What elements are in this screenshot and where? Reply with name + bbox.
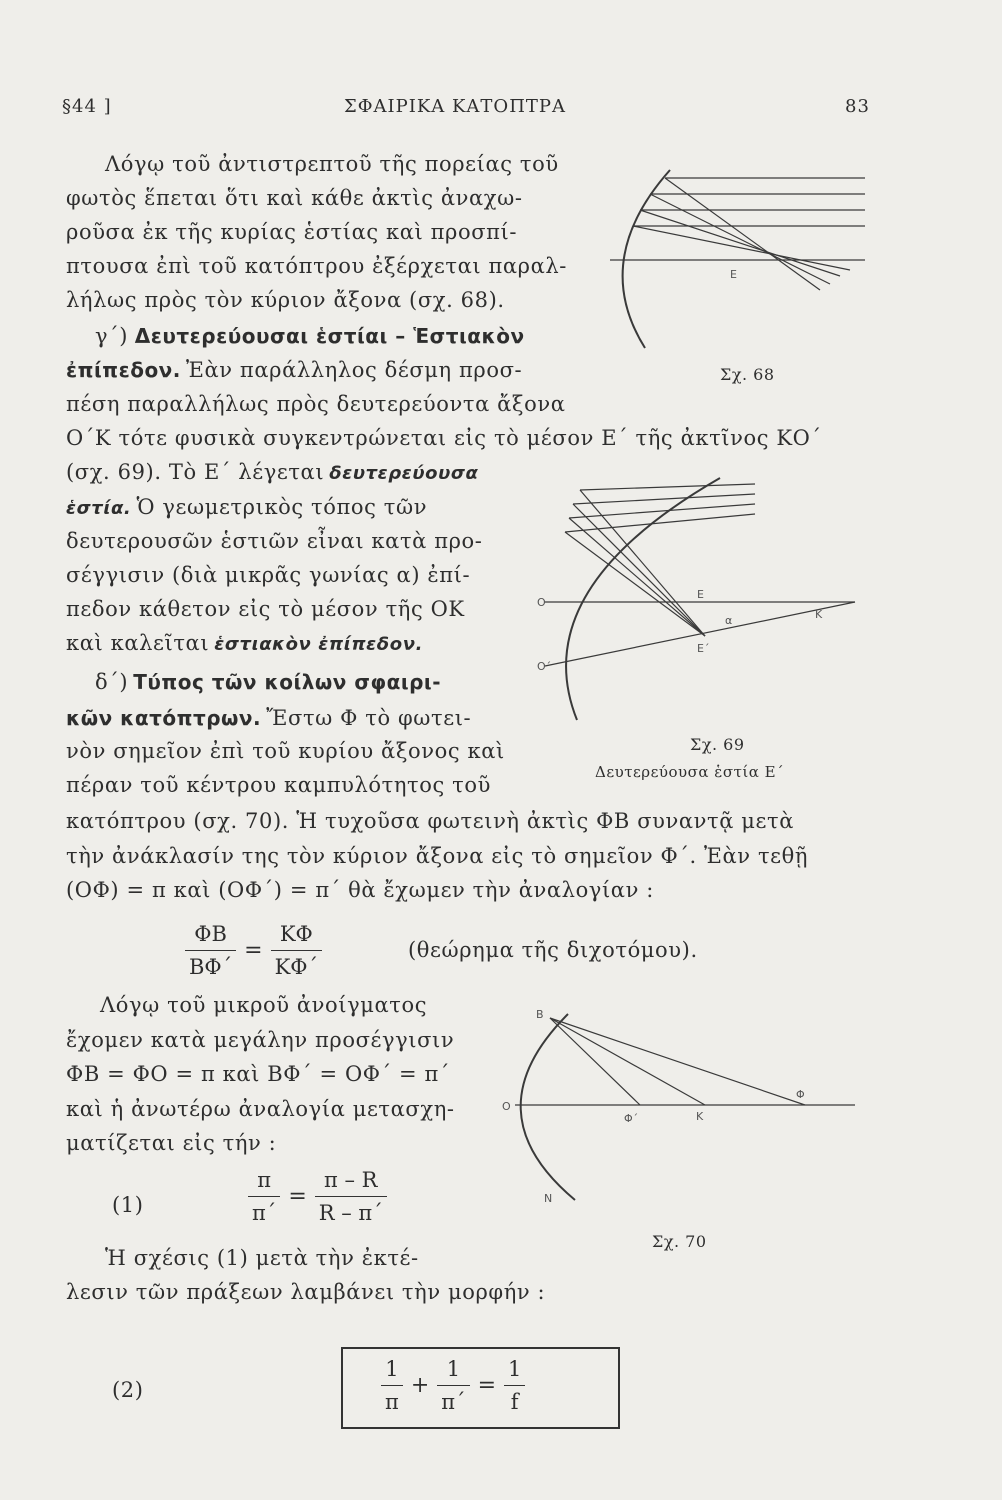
section-g-line: Ο΄Κ τότε φυσικὰ συγκεντρώνεται εἰς τὸ μέσον Ε΄ τῆς ἀκτῖνος ΚΟ΄ — [66, 426, 822, 450]
fig70-label-n: Ν — [544, 1192, 553, 1205]
fig69-label-alpha: α — [725, 614, 733, 627]
figure-69-diagram — [525, 470, 865, 730]
numerator: ΦΒ — [185, 922, 236, 951]
section-g-label: γ΄) — [95, 324, 129, 348]
page-number: 83 — [845, 96, 870, 117]
fig69-label-o-prime: Ο΄ — [537, 660, 552, 673]
section-g-text: καὶ καλεῖται — [66, 631, 210, 655]
numerator: π – R — [315, 1168, 387, 1197]
term-focal-plane: ἑστιακὸν ἐπίπεδον. — [214, 634, 424, 655]
approx-line: ΦΒ = ΦΟ = π καὶ ΒΦ΄ = ΟΦ΄ = π΄ — [66, 1062, 450, 1086]
reflected-ray — [573, 504, 705, 636]
section-g-text: Ὁ γεωμετρικὸς τόπος τῶν — [136, 495, 428, 519]
approx-line: ματίζεται εἰς τήν : — [66, 1131, 277, 1155]
fig69-label-o: Ο — [537, 596, 546, 609]
fig69-label-k: Κ — [815, 608, 823, 621]
parallel-ray — [580, 484, 755, 490]
reflected-ray — [650, 194, 830, 284]
section-d-label: δ΄) — [95, 670, 129, 694]
after-line: Ἡ σχέσις (1) μετὰ τὴν ἐκτέ- — [105, 1246, 419, 1270]
para1-line: πτουσα ἐπὶ τοῦ κατόπτρου ἐξέρχεται παραλ- — [66, 254, 568, 278]
fraction — [504, 1357, 525, 1414]
section-d-line: (ΟΦ) = π καὶ (ΟΦ΄) = π΄ θὰ ἔχωμεν τὴν ἀναλογίαν : — [66, 878, 654, 902]
figure-68-caption: Σχ. 68 — [720, 365, 775, 384]
secondary-axis — [545, 602, 855, 666]
plus-sign: + — [410, 1373, 430, 1398]
section-g-line: σέγγισιν (διὰ μικρᾶς γωνίας α) ἐπί- — [66, 563, 471, 587]
section-g-line — [66, 358, 522, 382]
para1-line: ροῦσα ἐκ τῆς κυρίας ἑστίας καὶ προσπί- — [66, 220, 518, 244]
denominator: R – π΄ — [318, 1201, 383, 1225]
equation-note: (θεώρημα τῆς διχοτόμου). — [408, 938, 698, 962]
figure-70-diagram — [500, 1000, 880, 1215]
section-d-heading-cont: κῶν κατόπτρων. — [66, 706, 262, 730]
section-g-line — [66, 633, 423, 655]
equation-1 — [248, 1168, 387, 1225]
figure-69-caption: Σχ. 69 — [690, 735, 745, 754]
equation-bisector — [185, 922, 322, 979]
fraction — [381, 1357, 403, 1414]
fig70-label-phi-prime: Φ΄ — [624, 1112, 639, 1125]
fraction — [248, 1168, 280, 1225]
numerator: 1 — [504, 1357, 525, 1386]
numerator: 1 — [437, 1357, 469, 1386]
section-d-line: τὴν ἀνάκλασίν της τὸν κύριον ἄξονα εἰς τὸ σημεῖον Φ΄. Ἐὰν τεθῇ — [66, 844, 809, 868]
boxed-mirror-formula — [341, 1347, 620, 1429]
section-g-line — [66, 462, 478, 484]
section-g-line: πεδον κάθετον εἰς τὸ μέσον τῆς ΟΚ — [66, 597, 465, 621]
fig70-label-o: Ο — [502, 1100, 511, 1113]
section-g-line: δευτερουσῶν ἑστιῶν εἶναι κατὰ προ- — [66, 529, 483, 553]
figure-68-diagram — [600, 160, 880, 360]
numerator: ΚΦ — [271, 922, 322, 951]
denominator: f — [510, 1390, 519, 1414]
section-d-line — [66, 706, 471, 730]
section-g-heading-cont: ἐπίπεδον. — [66, 358, 181, 382]
reflected-ray — [665, 178, 820, 290]
numerator: π — [248, 1168, 280, 1197]
fig70-label-k: Κ — [696, 1110, 704, 1123]
section-d-line: κατόπτρου (σχ. 70). Ἡ τυχοῦσα φωτεινὴ ἀκτὶς ΦΒ συναντᾷ μετὰ — [66, 809, 795, 833]
approx-line: Λόγῳ τοῦ μικροῦ ἀνοίγματος — [100, 993, 428, 1017]
term-secondary-focus: δευτερεύουσα — [329, 463, 479, 484]
equals-sign: = — [477, 1373, 496, 1398]
fraction — [185, 922, 236, 979]
mirror-arc — [521, 1014, 575, 1200]
incident-ray — [550, 1018, 805, 1105]
fig69-label-e: Ε — [697, 588, 704, 601]
section-d-line: νὸν σημεῖον ἐπὶ τοῦ κυρίου ἄξονος καὶ — [66, 739, 505, 763]
reflected-ray — [640, 210, 840, 276]
para1-line: λήλως πρὸς τὸν κύριον ἄξονα (σχ. 68). — [66, 288, 505, 312]
denominator: π΄ — [252, 1201, 277, 1225]
equation-label-1: (1) — [112, 1193, 144, 1217]
equation-2 — [381, 1357, 525, 1414]
denominator: ΒΦ΄ — [189, 955, 233, 979]
fraction — [271, 922, 322, 979]
fig69-label-e-prime: Ε΄ — [697, 642, 710, 655]
figure-70-caption: Σχ. 70 — [652, 1232, 707, 1251]
section-d-heading: Τύπος τῶν κοίλων σφαιρι- — [133, 670, 442, 694]
figure-69-subcaption: Δευτερεύουσα ἑστία Ε΄ — [595, 763, 785, 781]
term-secondary-focus-cont: ἑστία. — [66, 498, 132, 519]
fraction — [437, 1357, 469, 1414]
mirror-arc — [623, 170, 670, 348]
section-g-line: πέση παραλλήλως πρὸς δευτερεύοντα ἄξονα — [66, 392, 566, 416]
section-d-text: Ἔστω Φ τὸ φωτει- — [266, 706, 472, 730]
para1-line: φωτὸς ἕπεται ὅτι καὶ κάθε ἀκτὶς ἀναχω- — [66, 186, 523, 210]
section-marker: §44 ] — [62, 96, 112, 117]
section-g-text: Ἐὰν παράλληλος δέσμη προσ- — [186, 358, 523, 382]
fig70-label-phi: Φ — [796, 1088, 805, 1101]
section-g-line — [66, 497, 427, 519]
approx-line: καὶ ἡ ἀνωτέρω ἀναλογία μετασχη- — [66, 1097, 455, 1121]
fraction — [315, 1168, 387, 1225]
after-line: λεσιν τῶν πράξεων λαμβάνει τὴν μορφήν : — [66, 1280, 546, 1304]
numerator: 1 — [381, 1357, 403, 1386]
parallel-ray — [573, 494, 755, 504]
section-d-line: πέραν τοῦ κέντρου καμπυλότητος τοῦ — [66, 773, 491, 797]
radius-line — [550, 1018, 705, 1105]
running-title: ΣΦΑΙΡΙΚΑ ΚΑΤΟΠΤΡΑ — [344, 96, 567, 117]
section-g-heading-line — [95, 324, 525, 348]
denominator: π΄ — [441, 1390, 466, 1414]
denominator: ΚΦ΄ — [274, 955, 318, 979]
fig68-label-e: Ε — [730, 268, 737, 281]
section-g-text: (σχ. 69). Τὸ Ε΄ λέγεται — [66, 460, 325, 484]
fig70-label-b: Β — [536, 1008, 544, 1021]
approx-line: ἔχομεν κατὰ μεγάλην προσέγγισιν — [66, 1028, 455, 1052]
equation-label-2: (2) — [112, 1378, 144, 1402]
reflected-ray — [565, 532, 705, 636]
equals-sign: = — [244, 938, 263, 963]
denominator: π — [385, 1390, 399, 1414]
para1-line: Λόγῳ τοῦ ἀντιστρεπτοῦ τῆς πορείας τοῦ — [105, 152, 559, 176]
equals-sign: = — [288, 1184, 307, 1209]
section-d-heading-line — [95, 670, 441, 694]
section-g-heading: Δευτερεύουσαι ἑστίαι – Ἑστιακὸν — [134, 324, 525, 348]
